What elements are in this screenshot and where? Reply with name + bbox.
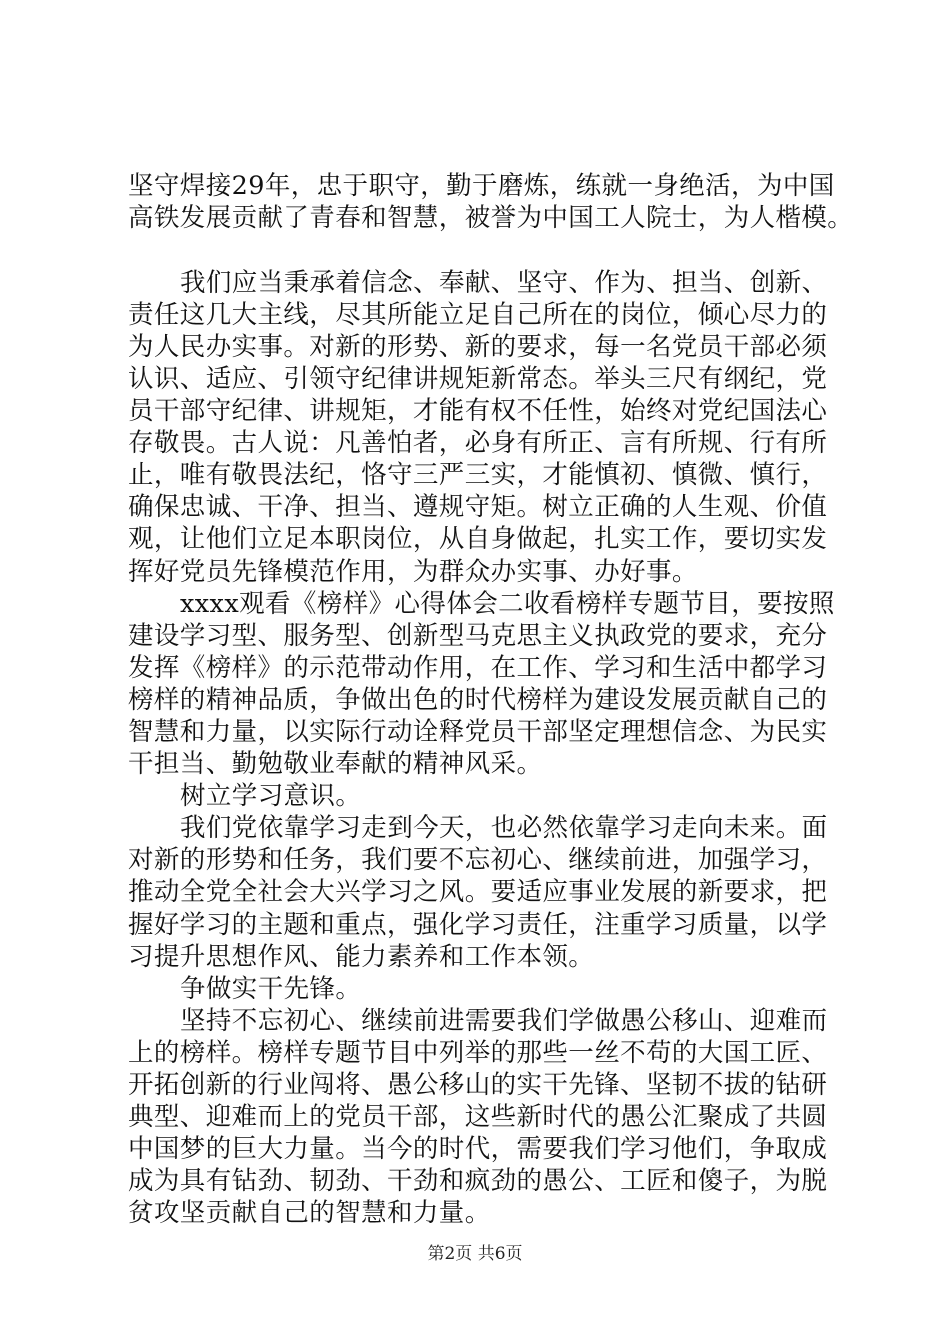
text-line: 止，唯有敬畏法纪，恪守三严三实，才能慎初、慎微、慎行， [128,460,828,491]
paragraph [128,812,840,972]
paragraph-spacer [128,234,840,267]
text-line: 开拓创新的行业闯将、愚公移山的实干先锋、坚韧不拔的钻研 [128,1070,828,1101]
paragraph [128,780,840,812]
text-line: 坚持不忘初心、继续前进需要我们学做愚公移山、迎难而 [180,1005,828,1036]
text-line: 握好学习的主题和重点，强化学习责任，注重学习质量，以学 [128,909,828,940]
text-line: 干担当、勤勉敬业奉献的精神风采。 [128,749,543,780]
text-line: 坚守焊接29年，忠于职守，勤于磨炼，练就一身绝活，为中国 [128,171,835,201]
text-line: 习提升思想作风、能力素养和工作本领。 [128,941,595,972]
text-line: 确保忠诚、干净、担当、遵规守矩。树立正确的人生观、价值 [128,492,828,523]
text-line: 挥好党员先锋模范作用，为群众办实事、办好事。 [128,556,698,587]
page-number: 第2页 共6页 [427,1244,523,1264]
text-line: 贫攻坚贡献自己的智慧和力量。 [128,1198,491,1229]
text-line: 观，让他们立足本职岗位，从自身做起，扎实工作，要切实发 [128,524,828,555]
paragraph [128,170,854,234]
text-line: xxxx观看《榜样》心得体会二收看榜样专题节目，要按照 [180,588,835,619]
text-line: 成为具有钻劲、韧劲、干劲和疯劲的愚公、工匠和傻子，为脱 [128,1166,828,1197]
text-line: 智慧和力量，以实际行动诠释党员干部坚定理想信念、为民实 [128,717,828,747]
text-line: 存敬畏。古人说：凡善怕者，必身有所正、言有所规、行有所 [128,428,828,459]
text-line: 员干部守纪律、讲规矩，才能有权不任性，始终对党纪国法心 [128,396,828,427]
text-line: 责任这几大主线，尽其所能立足自己所在的岗位，倾心尽力的 [128,299,828,330]
text-line: 认识、适应、引领守纪律讲规矩新常态。举头三尺有纲纪，党 [128,363,828,394]
text-line: 树立学习意识。 [180,781,362,812]
text-line: 为人民办实事。对新的形势、新的要求，每一名党员干部必须 [128,331,828,362]
paragraph [128,973,840,1005]
text-line: 推动全党全社会大兴学习之风。要适应事业发展的新要求，把 [128,877,828,908]
text-line: 榜样的精神品质，争做出色的时代榜样为建设发展贡献自己的 [128,684,828,715]
paragraph [128,588,840,781]
text-line: 高铁发展贡献了青春和智慧，被誉为中国工人院士，为人楷模。 [128,203,854,234]
text-line: 我们党依靠学习走到今天，也必然依靠学习走向未来。面 [180,813,828,844]
text-line: 典型、迎难而上的党员干部，这些新时代的愚公汇聚成了共圆 [128,1102,828,1133]
text-line: 中国梦的巨大力量。当今的时代，需要我们学习他们，争取成 [128,1134,828,1165]
paragraph [128,1005,840,1230]
text-line: 争做实干先锋。 [180,973,362,1004]
text-line: 发挥《榜样》的示范带动作用，在工作、学习和生活中都学习 [128,652,828,683]
text-line: 我们应当秉承着信念、奉献、坚守、作为、担当、创新、 [180,267,828,298]
text-line: 对新的形势和任务，我们要不忘初心、继续前进，加强学习， [128,845,828,876]
paragraph [128,267,840,588]
page-footer [0,1243,950,1265]
text-line: 建设学习型、服务型、创新型马克思主义执政党的要求，充分 [128,620,828,651]
text-line: 上的榜样。榜样专题节目中列举的那些一丝不苟的大国工匠、 [128,1037,828,1068]
document-body [128,170,854,1230]
